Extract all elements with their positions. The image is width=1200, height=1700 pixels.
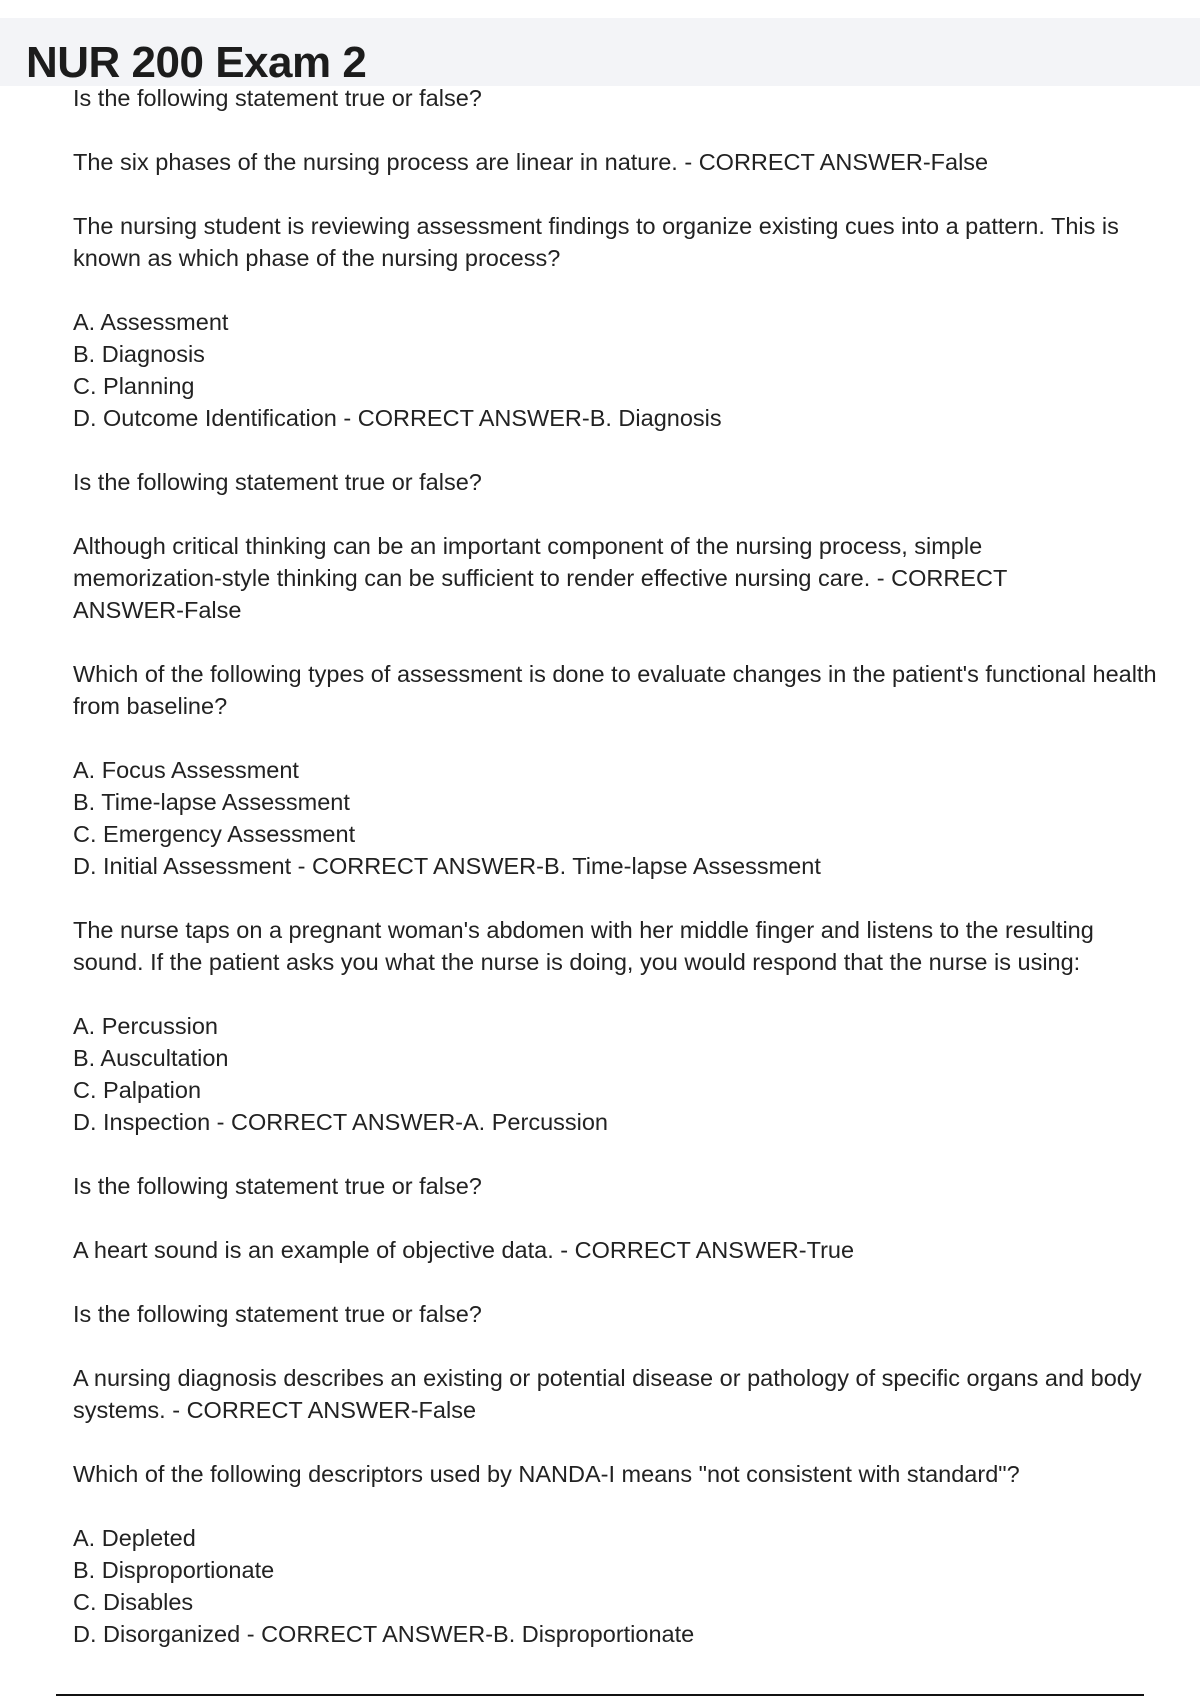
text-line: Is the following statement true or false? <box>73 469 482 495</box>
text-line: Which of the following descriptors used by NANDA-I means "not consistent with standard"? <box>73 1461 1020 1487</box>
block-spacer <box>73 1330 1193 1362</box>
question-block <box>73 1458 1193 1490</box>
text-line: C. Palpation <box>73 1077 202 1103</box>
text-line: C. Disables <box>73 1589 194 1615</box>
text-line: A. Assessment <box>73 309 229 335</box>
block-spacer <box>73 882 1193 914</box>
text-line: Is the following statement true or false? <box>73 1173 482 1199</box>
text-line: A. Depleted <box>73 1525 196 1551</box>
block-spacer <box>73 1426 1193 1458</box>
block-spacer <box>73 1202 1193 1234</box>
block-spacer <box>73 274 1193 306</box>
text-line: The nursing student is reviewing assessment findings to organize existing cues into a pattern. This is <box>73 213 1119 239</box>
text-line: The six phases of the nursing process are linear in nature. - CORRECT ANSWER-False <box>73 149 989 175</box>
question-block <box>73 210 1193 274</box>
text-line: memorization-style thinking can be sufficient to render effective nursing care. - CORRECT <box>73 565 1008 591</box>
text-line: B. Time-lapse Assessment <box>73 789 350 815</box>
text-line: D. Disorganized - CORRECT ANSWER-B. Disproportionate <box>73 1621 695 1647</box>
text-line: D. Inspection - CORRECT ANSWER-A. Percussion <box>73 1109 608 1135</box>
document-title: NUR 200 Exam 2 <box>26 38 367 87</box>
question-block <box>73 914 1193 978</box>
text-line: B. Disproportionate <box>73 1557 275 1583</box>
text-line: A nursing diagnosis describes an existing or potential disease or pathology of specific organs and body <box>73 1365 1142 1391</box>
document-body <box>73 82 1193 1650</box>
text-line: Although critical thinking can be an important component of the nursing process, simple <box>73 533 983 559</box>
block-spacer <box>73 978 1193 1010</box>
question-block <box>73 754 1193 882</box>
block-spacer <box>73 626 1193 658</box>
text-line: The nurse taps on a pregnant woman's abdomen with her middle finger and listens to the resulting <box>73 917 1094 943</box>
question-block <box>73 530 1193 626</box>
text-line: D. Outcome Identification - CORRECT ANSWER-B. Diagnosis <box>73 405 722 431</box>
block-spacer <box>73 434 1193 466</box>
question-block <box>73 82 1193 114</box>
text-line: systems. - CORRECT ANSWER-False <box>73 1397 477 1423</box>
question-block <box>73 1298 1193 1330</box>
text-line: Is the following statement true or false? <box>73 1301 482 1327</box>
text-line: A heart sound is an example of objective data. - CORRECT ANSWER-True <box>73 1237 855 1263</box>
block-spacer <box>73 722 1193 754</box>
question-block <box>73 1010 1193 1138</box>
question-block <box>73 1170 1193 1202</box>
question-block <box>73 658 1193 722</box>
text-line: Which of the following types of assessment is done to evaluate changes in the patient's functional health <box>73 661 1157 687</box>
text-line: A. Focus Assessment <box>73 757 299 783</box>
text-line: ANSWER-False <box>73 597 242 623</box>
block-spacer <box>73 114 1193 146</box>
question-block <box>73 1362 1193 1426</box>
text-line: C. Emergency Assessment <box>73 821 356 847</box>
text-line: known as which phase of the nursing process? <box>73 245 561 271</box>
text-line: A. Percussion <box>73 1013 218 1039</box>
text-line: from baseline? <box>73 693 228 719</box>
text-line: Is the following statement true or false? <box>73 85 482 111</box>
question-block <box>73 466 1193 498</box>
block-spacer <box>73 498 1193 530</box>
text-line: B. Auscultation <box>73 1045 229 1071</box>
question-block <box>73 146 1193 178</box>
block-spacer <box>73 178 1193 210</box>
text-line: sound. If the patient asks you what the nurse is doing, you would respond that the nurse is using: <box>73 949 1081 975</box>
text-line: D. Initial Assessment - CORRECT ANSWER-B. Time-lapse Assessment <box>73 853 821 879</box>
footer-divider <box>56 1694 1144 1696</box>
question-block <box>73 306 1193 434</box>
document-header <box>0 18 1200 86</box>
question-block <box>73 1522 1193 1650</box>
question-block <box>73 1234 1193 1266</box>
block-spacer <box>73 1138 1193 1170</box>
text-line: B. Diagnosis <box>73 341 205 367</box>
block-spacer <box>73 1266 1193 1298</box>
text-line: C. Planning <box>73 373 195 399</box>
block-spacer <box>73 1490 1193 1522</box>
